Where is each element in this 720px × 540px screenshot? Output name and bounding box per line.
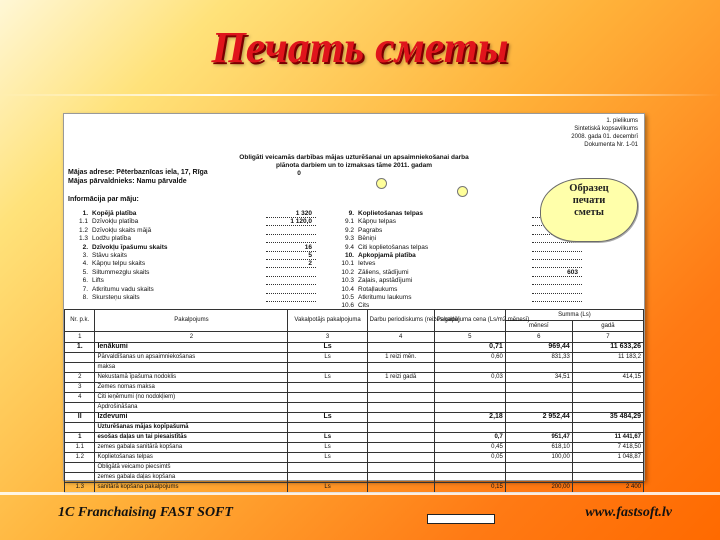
cell-price xyxy=(434,383,505,393)
cell-unit xyxy=(288,463,367,473)
cell-unit: Ls xyxy=(288,443,367,453)
info-label: Lodžu platība xyxy=(92,235,132,243)
cell-period xyxy=(367,363,434,373)
cell-nr xyxy=(65,353,95,363)
cell-name: maksa xyxy=(95,363,288,373)
col-header-unit: Vakalpotājs pakalpojuma xyxy=(288,310,367,332)
info-row xyxy=(70,294,262,302)
cell-year xyxy=(572,393,643,403)
document-heading-1: Obligāti veicamās darbības mājas uzturēšanai un apsaimniekošanai darba xyxy=(239,154,469,161)
cell-name: zemes gabala daļas kopšana xyxy=(95,473,288,483)
table-colnum-row xyxy=(65,332,644,343)
cell-month xyxy=(505,393,572,403)
info-number: 9.1 xyxy=(344,218,354,226)
info-number: 10.3 xyxy=(341,277,354,285)
info-row xyxy=(336,218,528,226)
cell-price: 0,03 xyxy=(434,373,505,383)
cell-unit xyxy=(288,383,367,393)
info-value: 1 120,0 xyxy=(290,218,312,226)
cell-price xyxy=(434,403,505,413)
marker-dot xyxy=(457,186,468,197)
info-number: 10.1 xyxy=(341,260,354,268)
info-row xyxy=(336,210,528,218)
col-header-nr: Nr. p.k. xyxy=(65,310,95,332)
cell-nr xyxy=(65,403,95,413)
cell-name: zemes gabala sanitārā kopšana xyxy=(95,443,288,453)
cell-nr: 3 xyxy=(65,383,95,393)
cell-month xyxy=(505,363,572,373)
cell-price xyxy=(434,363,505,373)
info-label: Kopējā platība xyxy=(92,210,137,217)
info-label: Kāpņu telpu skaits xyxy=(92,260,146,268)
cell-year xyxy=(572,383,643,393)
info-row xyxy=(336,277,528,285)
cell-month xyxy=(505,403,572,413)
footer-company: 1C Franchaising FAST SOFT xyxy=(58,505,233,520)
cell-name: Ienākumi xyxy=(95,343,288,353)
cell-name: Nekustamā īpašuma nodoklis xyxy=(95,373,288,383)
table-row xyxy=(65,463,644,473)
estimate-print-preview xyxy=(63,113,645,491)
corner-line: Dokumenta Nr. 1-01 xyxy=(584,142,638,148)
cell-unit: Ls xyxy=(288,433,367,443)
info-number: 10.6 xyxy=(341,302,354,310)
col-header-period: Darbu periodiskums (reizes gadā) xyxy=(367,310,434,332)
cell-month xyxy=(505,473,572,483)
info-number: 4. xyxy=(82,260,88,268)
info-dots xyxy=(532,252,582,260)
callout-line: Образец xyxy=(569,183,609,194)
info-row xyxy=(336,260,528,268)
cell-unit: Ls xyxy=(288,453,367,463)
info-dots xyxy=(266,227,316,235)
info-row xyxy=(336,252,528,260)
info-row xyxy=(70,227,262,235)
cell-nr xyxy=(65,473,95,483)
cell-price xyxy=(434,393,505,403)
estimate-table xyxy=(64,309,644,493)
info-dots xyxy=(266,294,316,302)
cell-year xyxy=(572,403,643,413)
cell-year: 2 400 xyxy=(572,483,643,493)
info-label: Siltummezglu skaits xyxy=(92,268,150,276)
info-label: Pagrabs xyxy=(358,226,383,234)
table-header-row xyxy=(65,310,644,321)
col-number: 2 xyxy=(95,332,288,343)
info-value: 2 xyxy=(308,260,312,268)
info-row xyxy=(70,286,262,294)
cell-period: 1 reizi gadā xyxy=(367,373,434,383)
info-row xyxy=(70,235,262,243)
table-row xyxy=(65,383,644,393)
table-row xyxy=(65,453,644,463)
cell-unit: Ls xyxy=(288,483,367,493)
cell-period xyxy=(367,413,434,423)
cell-nr: 2 xyxy=(65,373,95,383)
info-label: Kāpņu telpas xyxy=(358,218,396,226)
cell-price: 2,18 xyxy=(434,413,505,423)
cell-month: 831,33 xyxy=(505,353,572,363)
cell-name: Koplietošanas telpas xyxy=(95,453,288,463)
cell-period xyxy=(367,403,434,413)
info-value: 5 xyxy=(308,251,312,259)
cell-month: 34,51 xyxy=(505,373,572,383)
cell-period xyxy=(367,453,434,463)
callout-line: сметы xyxy=(574,207,604,218)
col-number: 6 xyxy=(505,332,572,343)
info-number: 9.2 xyxy=(344,226,354,234)
table-row xyxy=(65,413,644,423)
info-label: Dzīvokļu īpašumu skaits xyxy=(92,243,168,251)
cell-unit xyxy=(288,403,367,413)
info-value: 1 320 xyxy=(295,210,312,217)
address-line: Mājas adrese: Pēterbaznīcas iela, 17, Rīga xyxy=(68,169,208,176)
info-row xyxy=(70,277,262,285)
info-number: 7. xyxy=(82,285,88,293)
col-number: 5 xyxy=(434,332,505,343)
cell-price: 0,7 xyxy=(434,433,505,443)
cell-name: Pārvaldīšanas un apsaimniekošanas xyxy=(95,353,288,363)
info-label: Rotaļlaukums xyxy=(358,285,398,293)
cell-nr: 1 xyxy=(65,433,95,443)
cell-month xyxy=(505,463,572,473)
cell-period xyxy=(367,443,434,453)
info-number: 10. xyxy=(344,251,354,259)
info-label: Zaļais, apstādījumi xyxy=(358,277,413,285)
info-label: Stāvu skaits xyxy=(92,251,128,259)
info-number: 8. xyxy=(82,293,88,301)
cell-year xyxy=(572,423,643,433)
cell-nr xyxy=(65,363,95,373)
cell-year: 35 484,29 xyxy=(572,413,643,423)
sample-print-callout xyxy=(540,178,638,242)
cell-nr: 1.1 xyxy=(65,443,95,453)
cell-nr: 1. xyxy=(65,343,95,353)
cell-name: Uzturēšanas mājas kopīpašumā xyxy=(95,423,288,433)
info-label: Ietves xyxy=(358,260,376,268)
cell-name: Apdrošināšana xyxy=(95,403,288,413)
col-header-service: Pakalpojums xyxy=(95,310,288,332)
info-label: Lifts xyxy=(92,277,104,285)
cell-price: 0,71 xyxy=(434,343,505,353)
cell-name: Izdevumi xyxy=(95,413,288,423)
cell-year xyxy=(572,363,643,373)
info-value: 16 xyxy=(304,243,312,251)
corner-line: Sintetiskā kopsavilkums xyxy=(574,126,638,132)
info-row xyxy=(70,260,312,268)
slide-title: Печать сметы xyxy=(211,23,509,72)
document-corner-note xyxy=(571,117,638,149)
info-row xyxy=(70,251,312,260)
cell-nr xyxy=(65,463,95,473)
info-dots xyxy=(266,235,316,243)
cell-nr: 1.3 xyxy=(65,483,95,493)
info-row xyxy=(336,244,528,252)
cell-name: esošas daļas un tai piesaistītās xyxy=(95,433,288,443)
cell-period xyxy=(367,473,434,483)
info-row xyxy=(70,218,312,226)
info-dots xyxy=(532,277,582,285)
corner-line: 1. pielikums xyxy=(606,118,638,124)
table-row xyxy=(65,443,644,453)
col-number: 4 xyxy=(367,332,434,343)
info-row xyxy=(336,286,528,294)
table-row xyxy=(65,433,644,443)
cell-month: 200,00 xyxy=(505,483,572,493)
info-row xyxy=(336,294,528,302)
info-row xyxy=(70,243,312,252)
cell-period xyxy=(367,343,434,353)
cell-month: 100,00 xyxy=(505,453,572,463)
cell-unit: Ls xyxy=(288,353,367,363)
col-number: 3 xyxy=(288,332,367,343)
info-number: 10.5 xyxy=(341,293,354,301)
info-number: 9.4 xyxy=(344,243,354,251)
col-header-price: Pakalpojuma cena (Ls/m2 mēnesī) xyxy=(434,310,505,332)
table-row xyxy=(65,363,644,373)
info-value: 603 xyxy=(567,268,578,276)
cell-period xyxy=(367,463,434,473)
cell-nr: II xyxy=(65,413,95,423)
table-row xyxy=(65,423,644,433)
table-row xyxy=(65,403,644,413)
cell-unit xyxy=(288,393,367,403)
cell-year: 11 633,26 xyxy=(572,343,643,353)
info-section-title: Informācija par māju: xyxy=(68,196,139,203)
info-number: 3. xyxy=(82,251,88,259)
col-header-sum: Summa (Ls) xyxy=(505,310,643,321)
info-label: Atkritumu laukums xyxy=(358,293,412,301)
table-row xyxy=(65,483,644,493)
cell-price: 0,45 xyxy=(434,443,505,453)
cell-name: Citi ieņēmumi (no nodokļiem) xyxy=(95,393,288,403)
cell-unit xyxy=(288,363,367,373)
info-number: 9. xyxy=(348,210,354,217)
cell-period xyxy=(367,483,434,493)
info-number: 2. xyxy=(82,243,88,251)
cell-period xyxy=(367,383,434,393)
cell-period xyxy=(367,423,434,433)
info-label: Koplietošanas telpas xyxy=(358,210,424,217)
cell-year: 1 048,87 xyxy=(572,453,643,463)
info-dots xyxy=(532,294,582,302)
table-row xyxy=(65,473,644,483)
col-header-year: gadā xyxy=(572,321,643,332)
cell-period xyxy=(367,393,434,403)
info-number: 1.1 xyxy=(78,218,88,226)
corner-line: 2008. gada 01. decembrī xyxy=(571,134,638,140)
info-row xyxy=(70,269,262,277)
cell-price: 0,60 xyxy=(434,353,505,363)
col-number: 7 xyxy=(572,332,643,343)
info-row xyxy=(336,235,528,243)
table-row xyxy=(65,353,644,363)
info-number: 6. xyxy=(82,277,88,285)
cell-name: Zemes nomas maksa xyxy=(95,383,288,393)
info-label: Dzīvokļu platība xyxy=(92,218,139,226)
col-header-month: mēnesī xyxy=(505,321,572,332)
table-row xyxy=(65,343,644,353)
cell-month: 969,44 xyxy=(505,343,572,353)
info-right-list xyxy=(336,210,578,311)
col-number: 1 xyxy=(65,332,95,343)
cell-unit: Ls xyxy=(288,413,367,423)
footer-website: www.fastsoft.lv xyxy=(585,505,672,520)
table-row xyxy=(65,393,644,403)
marker-dot xyxy=(376,178,387,189)
cell-year: 7 418,50 xyxy=(572,443,643,453)
info-number: 10.2 xyxy=(341,268,354,276)
title-divider xyxy=(0,94,720,96)
info-number: 1.2 xyxy=(78,226,88,234)
info-dots xyxy=(532,286,582,294)
cell-month xyxy=(505,423,572,433)
cell-unit: Ls xyxy=(288,373,367,383)
info-label: Dzīvokļu skaits mājā xyxy=(92,226,152,234)
cell-unit: Ls xyxy=(288,343,367,353)
info-number: 10.4 xyxy=(341,285,354,293)
info-dots xyxy=(266,277,316,285)
manager-line: Mājas pārvaldnieks: Namu pārvalde xyxy=(68,178,187,185)
info-dots xyxy=(266,286,316,294)
selection-box xyxy=(427,514,495,524)
info-number: 1. xyxy=(82,210,88,217)
cell-name: Obligātā veicamo piecsimtš xyxy=(95,463,288,473)
cell-price: 0,05 xyxy=(434,453,505,463)
info-left-list xyxy=(70,210,312,302)
info-label: Zāliens, stādījumi xyxy=(358,268,409,276)
cell-price xyxy=(434,423,505,433)
cell-nr xyxy=(65,423,95,433)
cell-year: 11 441,67 xyxy=(572,433,643,443)
info-dots xyxy=(532,260,582,268)
info-number: 1.3 xyxy=(78,235,88,243)
cell-period xyxy=(367,433,434,443)
info-number: 9.3 xyxy=(344,235,354,243)
callout-line: печати xyxy=(572,195,606,206)
info-label: Atkritumu vadu skaits xyxy=(92,285,154,293)
info-label: Bēniņi xyxy=(358,235,377,243)
info-label: Skursteņu skaits xyxy=(92,293,140,301)
cell-year: 414,15 xyxy=(572,373,643,383)
cell-month: 951,47 xyxy=(505,433,572,443)
cell-year xyxy=(572,473,643,483)
cell-month xyxy=(505,383,572,393)
cell-unit xyxy=(288,473,367,483)
cell-nr: 4 xyxy=(65,393,95,403)
cell-month: 2 952,44 xyxy=(505,413,572,423)
info-label: Apkopjamā platība xyxy=(358,251,416,259)
cell-year xyxy=(572,463,643,473)
info-row xyxy=(336,268,578,277)
info-row xyxy=(336,227,528,235)
cell-price xyxy=(434,463,505,473)
cell-month: 618,10 xyxy=(505,443,572,453)
cell-nr: 1.2 xyxy=(65,453,95,463)
cell-price: 0,15 xyxy=(434,483,505,493)
cell-year: 11 183,2 xyxy=(572,353,643,363)
info-row xyxy=(70,210,312,218)
cell-unit xyxy=(288,423,367,433)
info-label: Cits xyxy=(358,302,370,310)
info-number: 5. xyxy=(82,268,88,276)
table-row xyxy=(65,373,644,383)
cell-price xyxy=(434,473,505,483)
info-dots xyxy=(532,244,582,252)
cell-name: sanitārā kopšana pakalpojums xyxy=(95,483,288,493)
footer-divider xyxy=(0,492,720,495)
document-heading-2: plānota darbiem un to izmaksas tāme 2011. gadam xyxy=(275,162,433,169)
document-heading-number: 0 xyxy=(297,170,301,177)
info-label: Citi koplietošanas telpas xyxy=(358,243,429,251)
info-dots xyxy=(266,269,316,277)
cell-period: 1 reizi mēn. xyxy=(367,353,434,363)
